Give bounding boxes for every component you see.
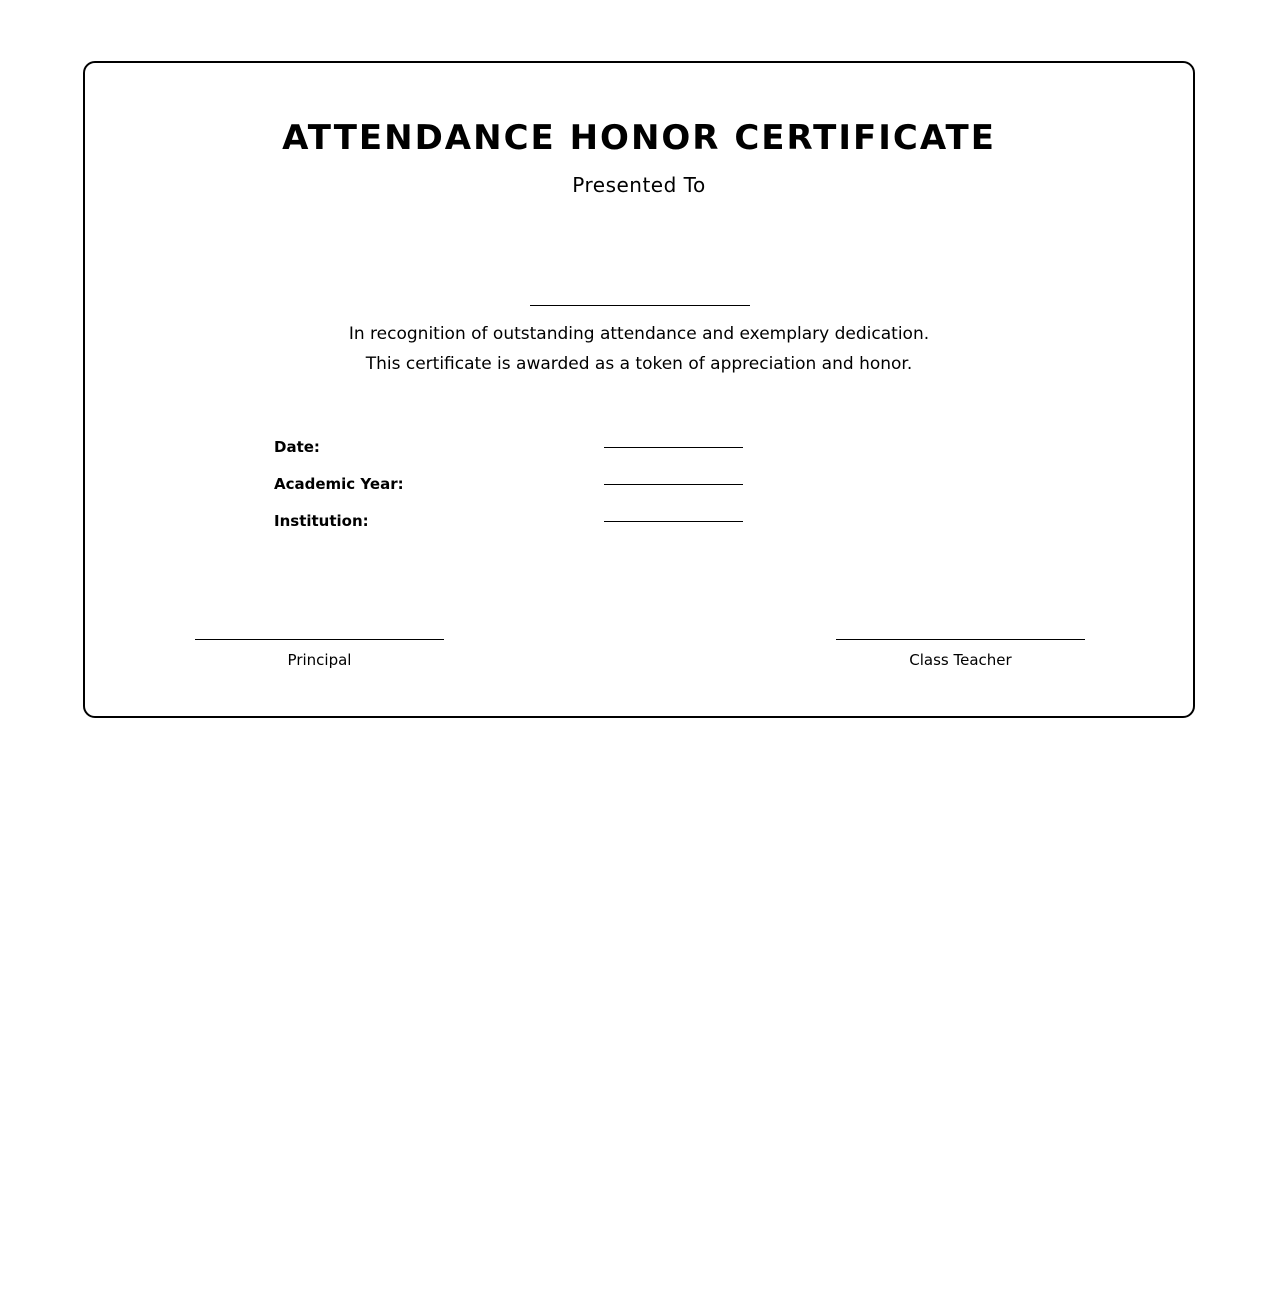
academic-year-blank <box>604 484 743 485</box>
principal-label: Principal <box>287 651 352 669</box>
presented-to-label: Presented To <box>572 173 706 197</box>
detail-row-institution <box>274 509 874 546</box>
recognition-line-1: In recognition of outstanding attendance and exemplary dedication. <box>348 324 930 344</box>
date-label: Date: <box>274 438 320 456</box>
signature-class-teacher <box>836 639 1085 670</box>
details-table <box>274 435 874 546</box>
class-teacher-label: Class Teacher <box>909 651 1012 669</box>
certificate-card <box>83 61 1195 718</box>
recognition-line-2: This certificate is awarded as a token of appreciation and honor. <box>365 354 913 374</box>
class-teacher-signature-line <box>836 639 1085 640</box>
institution-blank <box>604 521 743 522</box>
recognition-text <box>85 319 1193 379</box>
certificate-title: ATTENDANCE HONOR CERTIFICATE <box>282 118 996 158</box>
principal-signature-line <box>195 639 444 640</box>
detail-row-date <box>274 435 874 472</box>
academic-year-label: Academic Year: <box>274 475 404 493</box>
date-blank <box>604 447 743 448</box>
detail-row-academic-year <box>274 472 874 509</box>
signature-principal <box>195 639 444 670</box>
recipient-name-line <box>530 305 750 306</box>
institution-label: Institution: <box>274 512 369 530</box>
